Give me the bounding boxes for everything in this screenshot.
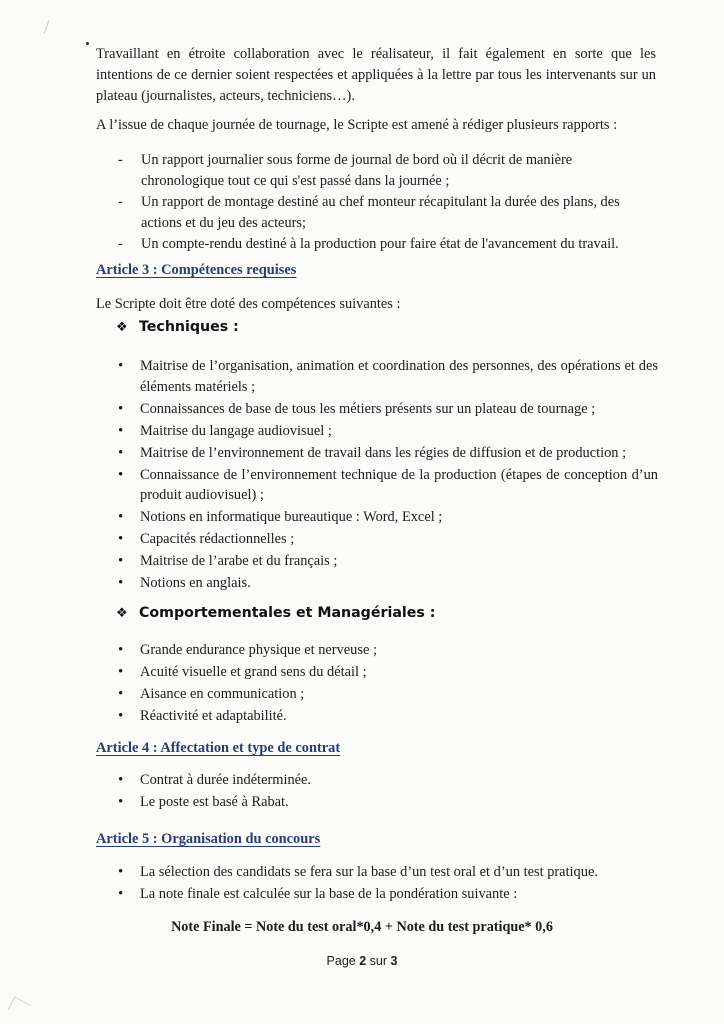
comportementales-title: Comportementales et Managériales :: [139, 605, 436, 621]
current-page: 2: [359, 954, 367, 968]
list-item: - Un rapport journalier sous forme de journal de bord où il décrit de manière chronologique tout ce qui s'est passé dans la journée ;: [118, 150, 658, 191]
list-item: • Connaissance de l’environnement technique de la production (étapes de conception d’un produit audiovisuel) ;: [116, 465, 658, 506]
total-pages: 3: [390, 954, 398, 968]
list-item: • La sélection des candidats se fera sur la base d’un test oral et d’un test pratique.: [116, 862, 658, 883]
article-4-list: [116, 770, 658, 814]
final-grade-formula: Note Finale = Note du test oral*0,4 + Note du test pratique* 0,6: [171, 919, 553, 935]
intro-paragraph: Travaillant en étroite collaboration avec le réalisateur, il fait également en sorte que les intentions de ce dernier soient respectées et appliquées à la lettre par tous les intervenants sur un plateau (journalistes, acteurs, techniciens…).: [96, 46, 656, 104]
comportementales-subheading: [116, 605, 435, 621]
list-item: • Grande endurance physique et nerveuse ;: [116, 640, 658, 661]
techniques-title: Techniques :: [139, 319, 239, 335]
list-item: • Notions en informatique bureautique : Word, Excel ;: [116, 507, 658, 528]
article-3-intro: Le Scripte doit être doté des compétences suivantes :: [96, 296, 401, 312]
list-item: • Maitrise du langage audiovisuel ;: [116, 421, 658, 442]
page-separator: sur: [369, 954, 388, 968]
list-item: • Maitrise de l’environnement de travail dans les régies de diffusion et de production ;: [116, 443, 658, 464]
scan-artifact: [86, 42, 89, 45]
list-item: • Maitrise de l’organisation, animation et coordination des personnes, des opérations et des éléments matériels ;: [116, 356, 658, 397]
list-item: • Connaissances de base de tous les métiers présents sur un plateau de tournage ;: [116, 399, 658, 420]
list-item: • La note finale est calculée sur la base de la pondération suivante :: [116, 884, 658, 905]
page-word: Page: [326, 954, 356, 968]
list-item: • Capacités rédactionnelles ;: [116, 529, 658, 550]
list-item: • Aisance en communication ;: [116, 684, 658, 705]
reports-list: [118, 150, 658, 256]
article-5-list: [116, 862, 658, 906]
list-item: • Le poste est basé à Rabat.: [116, 792, 658, 813]
page-number: [0, 954, 724, 968]
reports-intro: A l’issue de chaque journée de tournage, le Scripte est amené à rédiger plusieurs rapports :: [96, 117, 618, 133]
list-item: • Réactivité et adaptabilité.: [116, 706, 658, 727]
list-item: • Contrat à durée indéterminée.: [116, 770, 658, 791]
article-3-heading: Article 3 : Compétences requises: [96, 262, 297, 278]
scan-artifact: [44, 20, 50, 33]
techniques-list: [116, 356, 658, 595]
list-item: • Maitrise de l’arabe et du français ;: [116, 551, 658, 572]
list-item: - Un compte-rendu destiné à la production pour faire état de l'avancement du travail.: [118, 234, 658, 255]
scan-artifact: [8, 996, 32, 1018]
list-item: - Un rapport de montage destiné au chef monteur récapitulant la durée des plans, des actions et du jeu des acteurs;: [118, 192, 658, 233]
article-5-heading: Article 5 : Organisation du concours: [96, 831, 321, 847]
article-4-heading: Article 4 : Affectation et type de contrat: [96, 740, 341, 756]
list-item: • Notions en anglais.: [116, 573, 658, 594]
diamond-bullet-icon: ❖: [116, 320, 128, 335]
list-item: • Acuité visuelle et grand sens du détail ;: [116, 662, 658, 683]
comportementales-list: [116, 640, 658, 728]
diamond-bullet-icon: ❖: [116, 606, 128, 621]
techniques-subheading: [116, 319, 239, 335]
